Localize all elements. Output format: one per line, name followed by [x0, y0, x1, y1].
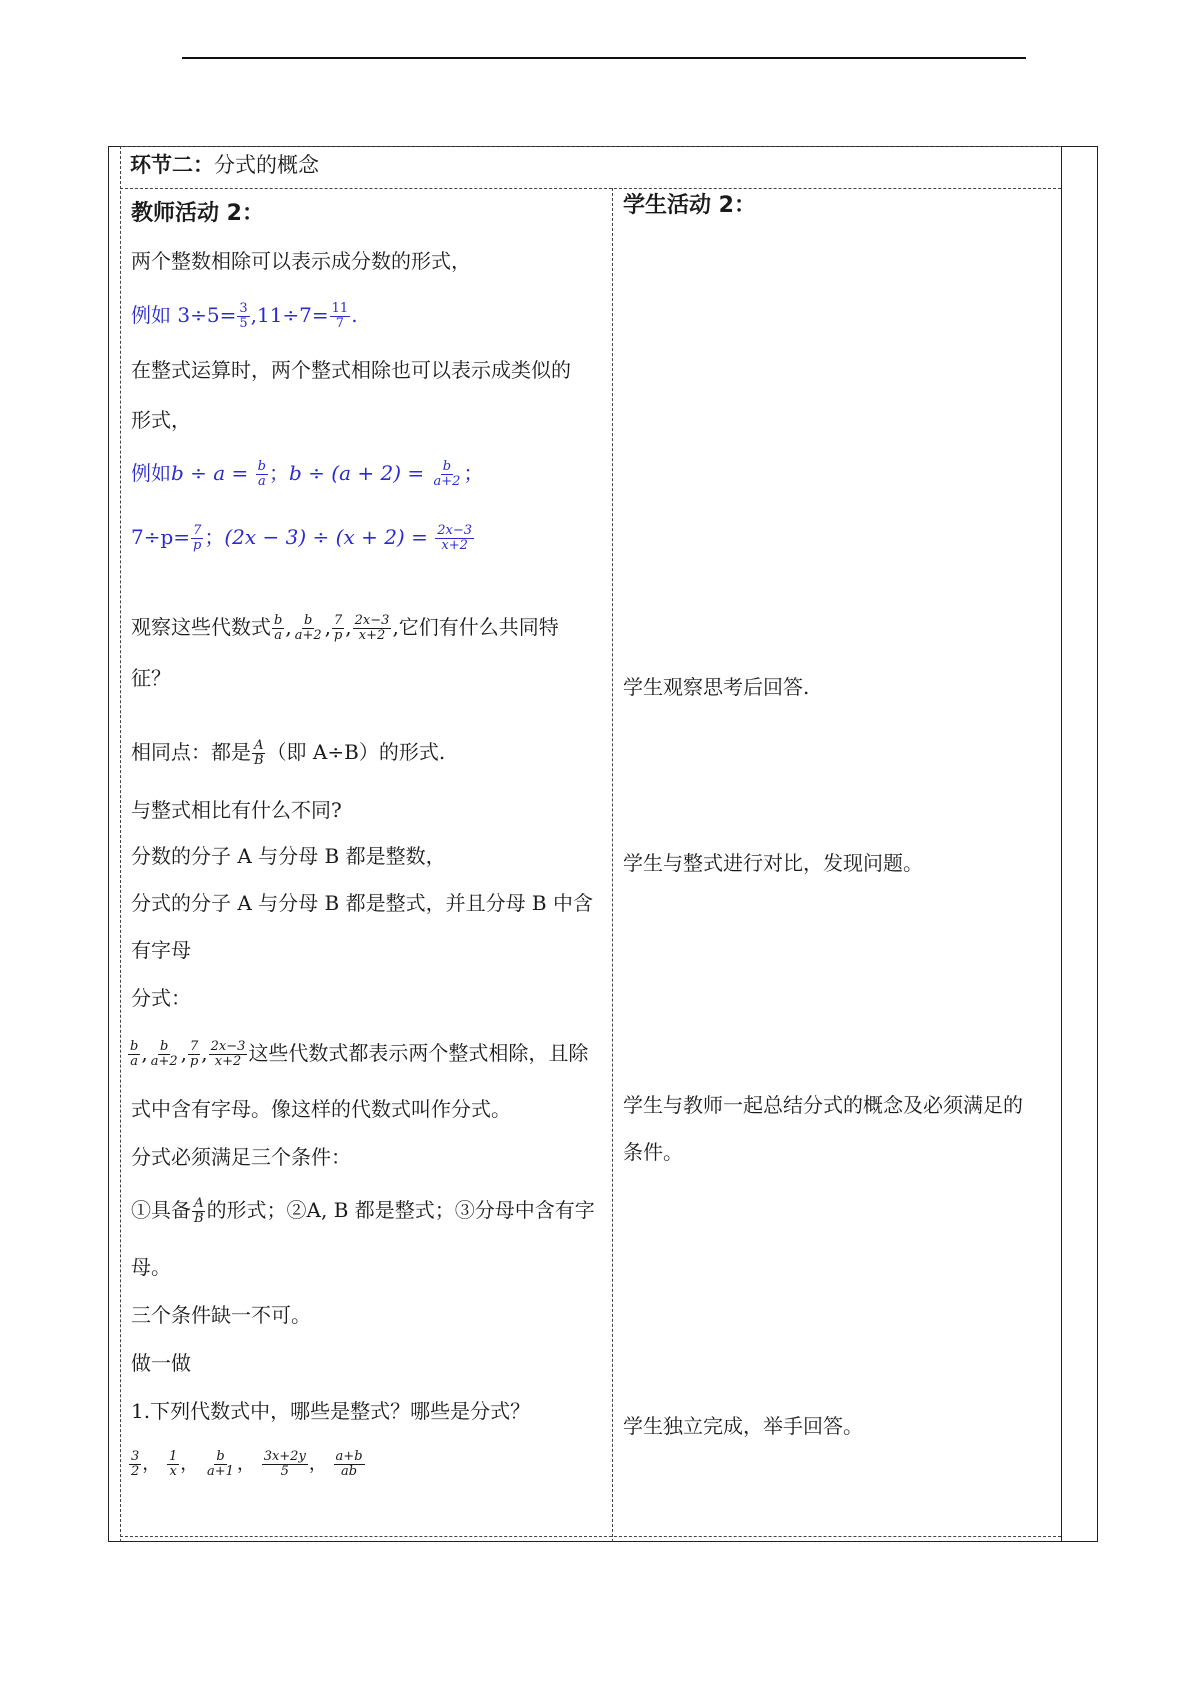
conditions-line: ①具备 $\frac{A}{B}$ 的形式；②A, B 都是整式；③分母中含有字: [131, 1196, 595, 1226]
practice-heading: 做一做: [131, 1351, 191, 1375]
row-divider: [120, 188, 1061, 189]
paragraph-line: 征？: [131, 666, 171, 690]
student-response: 条件。: [623, 1140, 683, 1164]
teacher-intro: 两个整数相除可以表示成分数的形式，: [131, 249, 471, 273]
paragraph-line: 式中含有字母。像这样的代数式叫作分式。: [131, 1097, 511, 1121]
row-divider: [120, 146, 1061, 147]
paragraph-line: 母。: [131, 1255, 171, 1279]
definition-label: 分式：: [131, 986, 191, 1010]
paragraph-line: 分式的分子 A 与分母 B 都是整式，并且分母 B 中含: [131, 891, 593, 915]
column-divider: [120, 146, 121, 1542]
example-expressions: 例如b ÷ a = $\frac{b}{a}$ ；b ÷ (a + 2) = $\frac{b}{a+2}$ ；: [131, 459, 484, 489]
paragraph-line: 与整式相比有什么不同?: [131, 798, 342, 822]
table-margin-line: [1061, 146, 1062, 1542]
example-expressions: 7÷p= $\frac{7}{p}$ ；(2x − 3) ÷ (x + 2) = $\frac{2x-3}{x+2}$: [131, 523, 472, 553]
column-divider: [612, 188, 613, 1542]
common-point: 相同点：都是 $\frac{A}{B}$ （即 A÷B）的形式.: [131, 738, 446, 768]
student-heading: 学生活动 2：: [623, 193, 756, 218]
student-response: 学生与整式进行对比，发现问题。: [623, 851, 923, 875]
paragraph-line: 有字母: [131, 938, 191, 962]
practice-expressions: $\frac{3}{2}$ ， $\frac{1}{x}$ ， $\frac{b}{a+1}$ ， $\frac{3x+2y}{5}$ ， $\frac{a+b}{ab}$: [131, 1449, 363, 1479]
practice-question: 1.下列代数式中，哪些是整式？哪些是分式？: [131, 1399, 531, 1423]
paragraph-line: 形式，: [131, 408, 191, 432]
paragraph-line: 分式必须满足三个条件：: [131, 1145, 351, 1169]
header-rule: [182, 57, 1026, 59]
section-name: 分式的概念: [214, 153, 319, 177]
example-fractions: 例如 3÷5= $\frac{3}{5}$ ,11÷7= $\frac{11}{7}$ .: [131, 301, 358, 331]
row-divider: [120, 1536, 1061, 1537]
paragraph-line: 三个条件缺一不可。: [131, 1303, 311, 1327]
paragraph-line: 在整式运算时，两个整式相除也可以表示成类似的: [131, 358, 571, 382]
section-title: [130, 150, 319, 180]
paragraph-line: 分数的分子 A 与分母 B 都是整数，: [131, 844, 446, 868]
definition-line: $\frac{b}{a}$ , $\frac{b}{a+2}$ , $\frac{7}{p}$ , $\frac{2x-3}{x+2}$ 这些代数式都表示两个整式相除，且除: [130, 1039, 589, 1069]
student-response: 学生观察思考后回答.: [623, 675, 810, 699]
section-label: 环节二：: [130, 153, 214, 177]
teacher-heading: 教师活动 2：: [131, 201, 264, 226]
observe-question: 观察这些代数式 $\frac{b}{a}$ , $\frac{b}{a+2}$ , $\frac{7}{p}$ , $\frac{2x-3}{x+2}$ ,它们有什么共同特: [131, 613, 559, 643]
student-response: 学生独立完成，举手回答。: [623, 1414, 863, 1438]
student-response: 学生与教师一起总结分式的概念及必须满足的: [623, 1093, 1023, 1117]
